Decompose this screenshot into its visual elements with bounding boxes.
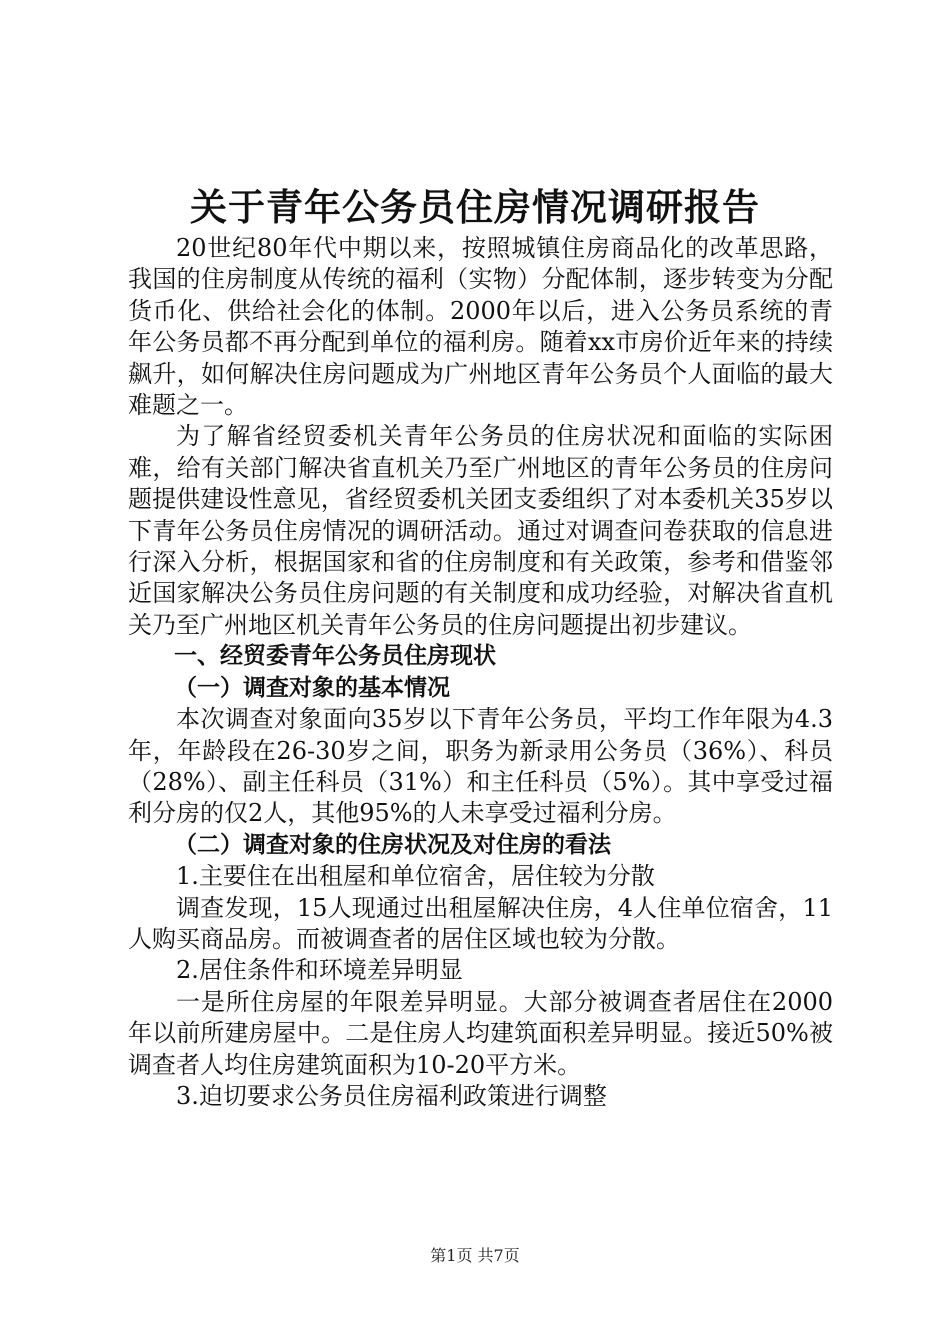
paragraph-finding-1: 调查发现，15人现通过出租屋解决住房，4人住单位宿舍，11人购买商品房。而被调查者的居住区域也较为分散。 [128,893,833,953]
subsection-heading-1: （一）调查对象的基本情况 [174,674,450,701]
paragraph-purpose: 为了解省经贸委机关青年公务员的住房状况和面临的实际困难，给有关部门解决省直机关乃至广州地区的青年公务员的住房问题提供建设性意见，省经贸委机关团支委组织了对本委机关35岁以下青年公务员住房情况的调研活动。通过对调查问卷获取的信息进行深入分析，根据国家和省的住房制度和有关政策，参考和借鉴邻近国家解决公务员住房问题的有关制度和成功经验，对解决省直机关乃至广州地区机关青年公务员的住房问题提出初步建议。 [128,422,833,639]
paragraph-intro: 20世纪80年代中期以来，按照城镇住房商品化的改革思路，我国的住房制度从传统的福利（实物）分配体制，逐步转变为分配货币化、供给社会化的体制。2000年以后，进入公务员系统的青年公务员都不再分配到单位的福利房。随着xx市房价近年来的持续飙升，如何解决住房问题成为广州地区青年公务员个人面临的最大难题之一。 [128,234,833,420]
paragraph-finding-2: 一是所住房屋的年限差异明显。大部分被调查者居住在2000年以前所建房屋中。二是住房人均建筑面积差异明显。接近50%被调查者人均住房建筑面积为10-20平方米。 [128,987,833,1079]
subsection-heading-2: （二）调查对象的住房状况及对住房的看法 [174,831,611,858]
page-footer: 第1页 共7页 [430,1246,520,1265]
list-item-2: 2.居住条件和环境差异明显 [176,956,463,985]
document-body [128,233,833,1112]
document-title: 关于青年公务员住房情况调研报告 [190,186,760,229]
list-item-1: 1.主要住在出租屋和单位宿舍，居住较为分散 [176,862,655,891]
list-item-3: 3.迫切要求公务员住房福利政策进行调整 [176,1081,607,1110]
section-heading-1: 一、经贸委青年公务员住房现状 [174,643,496,670]
paragraph-survey-basics: 本次调查对象面向35岁以下青年公务员，平均工作年限为4.3年，年龄段在26-30岁之间，职务为新录用公务员（36%）、科员（28%）、副主任科员（31%）和主任科员（5%）。其中享受过福利分房的仅2人，其他95%的人未享受过福利分房。 [128,705,833,828]
